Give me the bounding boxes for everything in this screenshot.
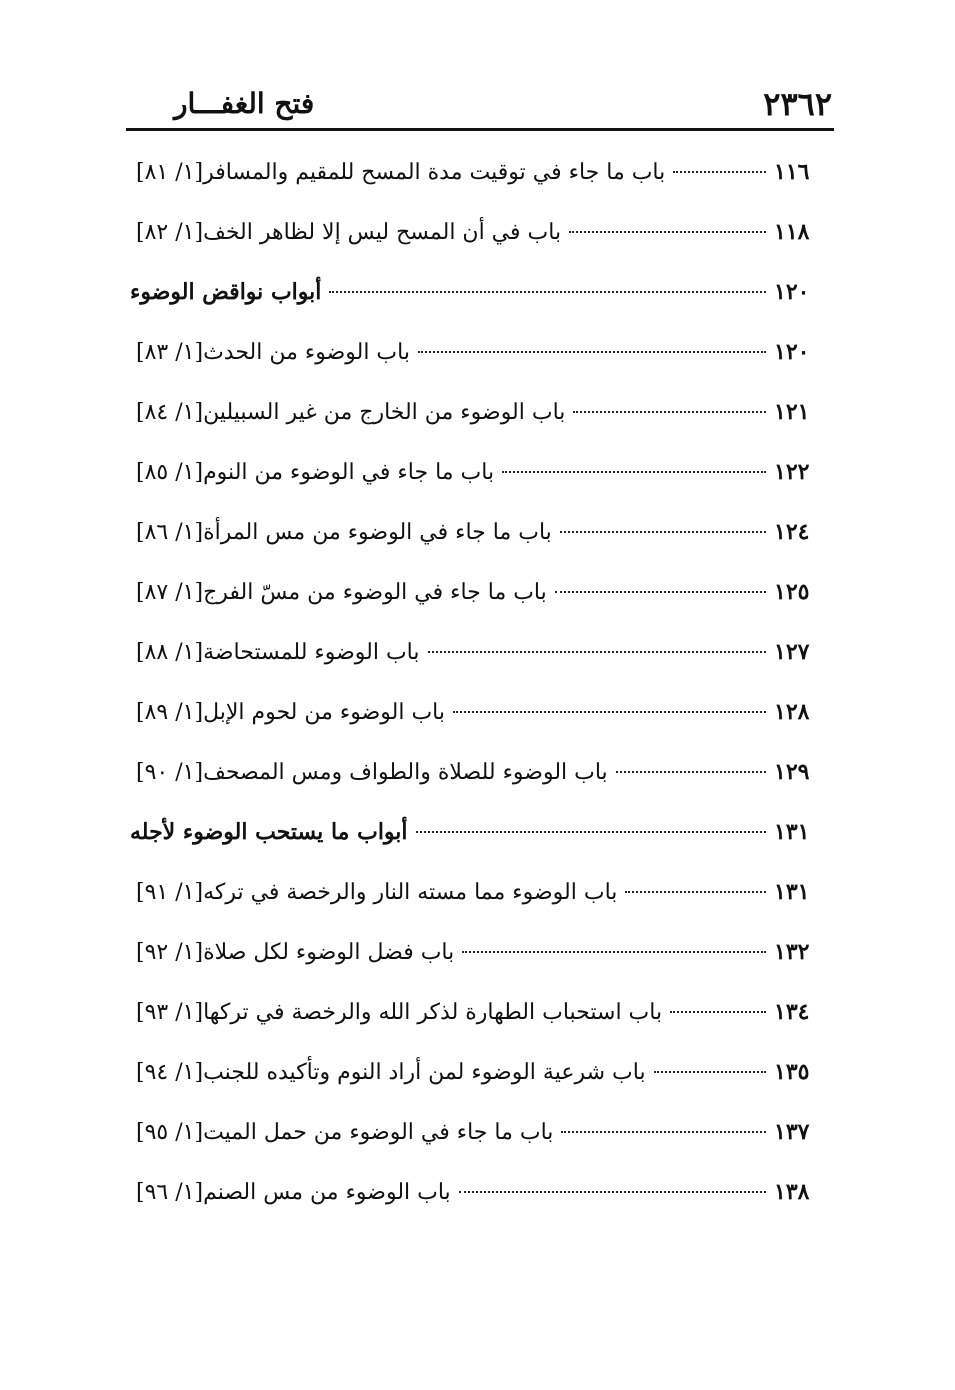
toc-entry bbox=[130, 142, 820, 202]
toc-entry-ref: [١/ ٩٠] bbox=[136, 760, 204, 785]
toc-entry-page: ١١٨ bbox=[774, 219, 810, 245]
toc-entry-page: ١٢٠ bbox=[774, 339, 810, 365]
toc-entry-title: باب الوضوء مما مسته النار والرخصة في تركه bbox=[203, 880, 618, 905]
book-title: فتح الغفـــار bbox=[174, 87, 315, 120]
toc-entry-title: باب ما جاء في الوضوء من مسّ الفرج bbox=[203, 580, 547, 605]
toc-entry bbox=[130, 502, 820, 562]
dot-leader bbox=[616, 771, 766, 773]
toc-entry-title: باب في أن المسح ليس إلا لظاهر الخف bbox=[203, 220, 562, 245]
dot-leader bbox=[462, 951, 766, 953]
toc-entry-ref: [١/ ٨٧] bbox=[136, 580, 204, 605]
toc-entry-ref: [١/ ٨٥] bbox=[136, 460, 204, 485]
toc-entry-page: ١٢٧ bbox=[774, 639, 810, 665]
dot-leader bbox=[569, 231, 766, 233]
toc-entry-ref: [١/ ٩٦] bbox=[136, 1180, 204, 1205]
toc-entry-page: ١٢٤ bbox=[774, 519, 810, 545]
toc-entry-title: باب ما جاء في الوضوء من مس المرأة bbox=[203, 520, 552, 545]
toc-entry-page: ١٢٠ bbox=[774, 279, 810, 305]
toc-entry bbox=[130, 1162, 820, 1222]
toc-entry-title: باب الوضوء من الخارج من غير السبيلين bbox=[203, 400, 566, 425]
toc-entry-title: باب شرعية الوضوء لمن أراد النوم وتأكيده للجنب bbox=[203, 1060, 646, 1085]
toc-entry-ref: [١/ ٨٨] bbox=[136, 640, 204, 665]
toc-entry-title: باب الوضوء من الحدث bbox=[203, 340, 410, 365]
toc-entry-page: ١٣٨ bbox=[774, 1179, 810, 1205]
toc-entry-ref: [١/ ٨٤] bbox=[136, 400, 204, 425]
toc-entry bbox=[130, 622, 820, 682]
toc-entry-title: باب الوضوء للمستحاضة bbox=[203, 640, 420, 665]
toc-entry-page: ١١٦ bbox=[774, 159, 810, 185]
toc-entry-page: ١٣٢ bbox=[774, 939, 810, 965]
toc-entry bbox=[130, 742, 820, 802]
toc-entry-ref: [١/ ٩٤] bbox=[136, 1060, 204, 1085]
toc-entry-page: ١٣٧ bbox=[774, 1119, 810, 1145]
toc-entry-title: باب الوضوء من لحوم الإبل bbox=[203, 700, 446, 725]
toc-entry-page: ١٢١ bbox=[774, 399, 810, 425]
toc-entry-title: أبواب ما يستحب الوضوء لأجله bbox=[130, 819, 408, 845]
toc-entry-page: ١٣٤ bbox=[774, 999, 810, 1025]
toc-entry-title: باب استحباب الطهارة لذكر الله والرخصة في تركها bbox=[203, 1000, 663, 1025]
table-of-contents bbox=[130, 142, 820, 1222]
dot-leader bbox=[561, 1131, 766, 1133]
toc-entry bbox=[130, 862, 820, 922]
dot-leader bbox=[453, 711, 766, 713]
dot-leader bbox=[459, 1191, 766, 1193]
toc-entry bbox=[130, 322, 820, 382]
dot-leader bbox=[673, 171, 766, 173]
dot-leader bbox=[555, 591, 766, 593]
toc-entry-ref: [١/ ٨١] bbox=[136, 160, 204, 185]
dot-leader bbox=[502, 471, 766, 473]
toc-entry bbox=[130, 982, 820, 1042]
toc-entry-page: ١٣٥ bbox=[774, 1059, 810, 1085]
toc-entry-ref: [١/ ٨٢] bbox=[136, 220, 204, 245]
toc-entry-title: باب ما جاء في توقيت مدة المسح للمقيم والمسافر bbox=[203, 160, 666, 185]
toc-entry-page: ١٢٨ bbox=[774, 699, 810, 725]
dot-leader bbox=[416, 831, 766, 833]
toc-entry-title: باب الوضوء للصلاة والطواف ومس المصحف bbox=[203, 760, 608, 785]
toc-entry-ref: [١/ ٩٣] bbox=[136, 1000, 204, 1025]
toc-entry-title: باب ما جاء في الوضوء من حمل الميت bbox=[203, 1120, 554, 1145]
dot-leader bbox=[654, 1071, 766, 1073]
dot-leader bbox=[418, 351, 766, 353]
toc-entry-page: ١٢٥ bbox=[774, 579, 810, 605]
toc-entry bbox=[130, 382, 820, 442]
page-number: ٢٣٦٢ bbox=[763, 85, 832, 123]
dot-leader bbox=[560, 531, 766, 533]
toc-section-heading bbox=[130, 802, 820, 862]
toc-entry bbox=[130, 202, 820, 262]
toc-entry-title: باب الوضوء من مس الصنم bbox=[203, 1180, 451, 1205]
toc-entry bbox=[130, 1102, 820, 1162]
toc-entry-ref: [١/ ٨٣] bbox=[136, 340, 204, 365]
toc-entry-title: أبواب نواقض الوضوء bbox=[130, 279, 322, 305]
dot-leader bbox=[573, 411, 766, 413]
toc-entry-ref: [١/ ٩٥] bbox=[136, 1120, 204, 1145]
dot-leader bbox=[670, 1011, 766, 1013]
toc-entry bbox=[130, 442, 820, 502]
running-header bbox=[128, 82, 832, 126]
toc-entry-page: ١٢٩ bbox=[774, 759, 810, 785]
toc-entry-ref: [١/ ٩٢] bbox=[136, 940, 204, 965]
header-rule bbox=[126, 128, 834, 131]
toc-entry-ref: [١/ ٨٦] bbox=[136, 520, 204, 545]
toc-entry bbox=[130, 562, 820, 622]
dot-leader bbox=[329, 291, 766, 293]
toc-entry bbox=[130, 1042, 820, 1102]
toc-entry bbox=[130, 922, 820, 982]
toc-entry-ref: [١/ ٨٩] bbox=[136, 700, 204, 725]
toc-entry-ref: [١/ ٩١] bbox=[136, 880, 204, 905]
toc-entry-title: باب ما جاء في الوضوء من النوم bbox=[203, 460, 495, 485]
toc-entry-page: ١٣١ bbox=[774, 819, 810, 845]
toc-entry-page: ١٢٢ bbox=[774, 459, 810, 485]
toc-entry bbox=[130, 682, 820, 742]
toc-entry-title: باب فضل الوضوء لكل صلاة bbox=[203, 940, 455, 965]
dot-leader bbox=[625, 891, 766, 893]
dot-leader bbox=[428, 651, 766, 653]
toc-section-heading bbox=[130, 262, 820, 322]
toc-entry-page: ١٣١ bbox=[774, 879, 810, 905]
